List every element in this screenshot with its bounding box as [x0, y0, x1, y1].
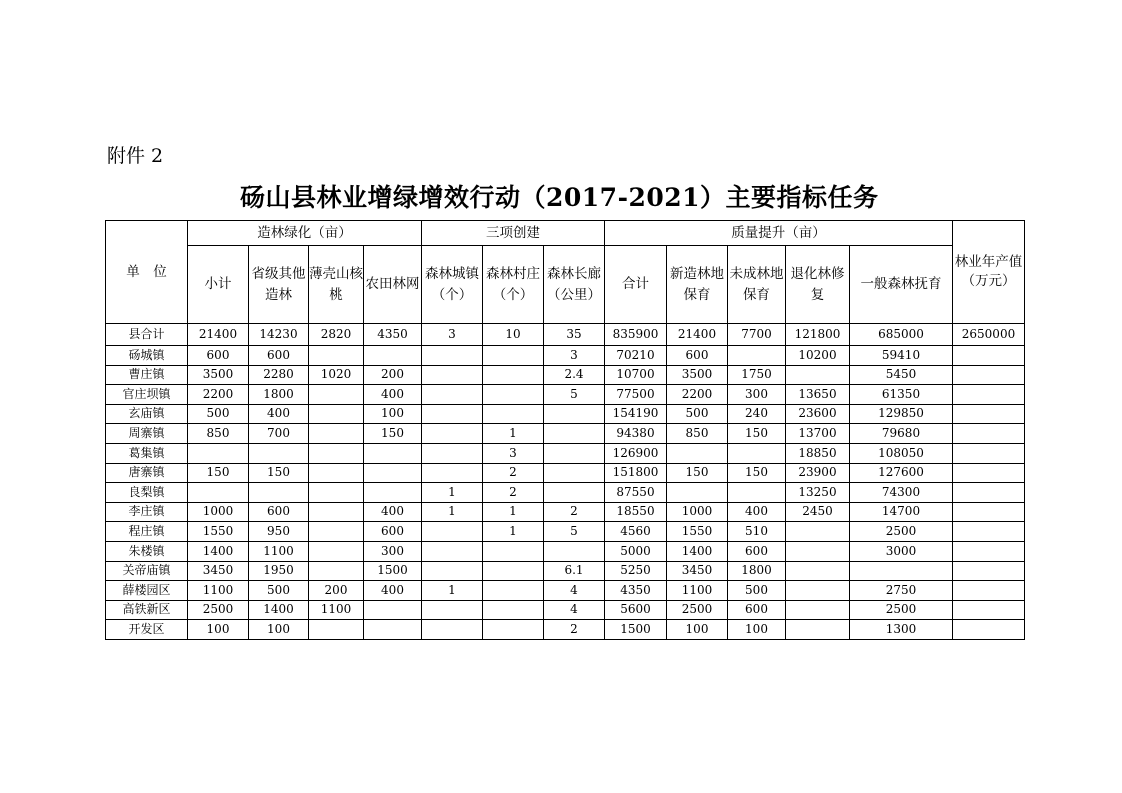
- table-cell: [953, 561, 1025, 581]
- table-cell: 600: [728, 541, 786, 561]
- table-cell: [786, 522, 850, 542]
- table-row: [106, 443, 1025, 463]
- row-unit-name: 薛楼园区: [106, 581, 188, 601]
- table-cell: 10: [483, 324, 544, 346]
- table-cell: [309, 424, 364, 444]
- table-cell: [422, 600, 483, 620]
- table-cell: 150: [249, 463, 309, 483]
- table-cell: 2500: [667, 600, 728, 620]
- table-cell: 1100: [188, 581, 249, 601]
- table-cell: 850: [188, 424, 249, 444]
- table-cell: 35: [544, 324, 605, 346]
- table-cell: 150: [728, 424, 786, 444]
- table-cell: 1: [422, 581, 483, 601]
- table-cell: 1100: [309, 600, 364, 620]
- table-cell: [309, 502, 364, 522]
- group-quality: 质量提升（亩）: [605, 221, 953, 246]
- table-cell: 4560: [605, 522, 667, 542]
- table-cell: [188, 443, 249, 463]
- table-cell: 2820: [309, 324, 364, 346]
- table-cell: 2750: [850, 581, 953, 601]
- table-row: [106, 522, 1025, 542]
- table-cell: 150: [667, 463, 728, 483]
- table-cell: 21400: [188, 324, 249, 346]
- table-cell: [544, 483, 605, 503]
- table-row: [106, 561, 1025, 581]
- table-cell: 3500: [188, 365, 249, 385]
- column-header: 薄壳山核桃: [309, 246, 364, 324]
- table-row: [106, 424, 1025, 444]
- table-cell: 400: [249, 404, 309, 424]
- table-cell: [249, 483, 309, 503]
- table-cell: 600: [188, 346, 249, 366]
- table-cell: [953, 346, 1025, 366]
- column-header: 省级其他造林: [249, 246, 309, 324]
- table-cell: [953, 522, 1025, 542]
- table-cell: [483, 385, 544, 405]
- table-cell: 13700: [786, 424, 850, 444]
- table-cell: [364, 346, 422, 366]
- table-cell: [953, 502, 1025, 522]
- table-cell: 14700: [850, 502, 953, 522]
- table-cell: [953, 600, 1025, 620]
- table-cell: [422, 561, 483, 581]
- table-cell: 5: [544, 522, 605, 542]
- table-cell: [953, 365, 1025, 385]
- table-cell: [544, 424, 605, 444]
- table-cell: 200: [309, 581, 364, 601]
- table-cell: 7700: [728, 324, 786, 346]
- indicator-table: [105, 220, 1025, 640]
- table-cell: 600: [728, 600, 786, 620]
- table-cell: 1: [483, 502, 544, 522]
- row-unit-name: 曹庄镇: [106, 365, 188, 385]
- table-cell: 154190: [605, 404, 667, 424]
- table-cell: 1550: [188, 522, 249, 542]
- row-unit-name: 葛集镇: [106, 443, 188, 463]
- table-cell: [483, 365, 544, 385]
- table-cell: [953, 385, 1025, 405]
- table-cell: 2: [483, 463, 544, 483]
- table-cell: [483, 600, 544, 620]
- table-cell: 700: [249, 424, 309, 444]
- table-cell: [728, 346, 786, 366]
- table-row: [106, 541, 1025, 561]
- column-header: 森林村庄（个）: [483, 246, 544, 324]
- table-cell: [544, 541, 605, 561]
- table-cell: 18850: [786, 443, 850, 463]
- table-cell: 70210: [605, 346, 667, 366]
- table-cell: [483, 404, 544, 424]
- table-cell: 600: [667, 346, 728, 366]
- table-cell: 1800: [728, 561, 786, 581]
- table-cell: [309, 541, 364, 561]
- table-cell: 2200: [667, 385, 728, 405]
- group-three-creations: 三项创建: [422, 221, 605, 246]
- table-cell: 79680: [850, 424, 953, 444]
- table-cell: [728, 483, 786, 503]
- row-unit-name: 朱楼镇: [106, 541, 188, 561]
- table-cell: 23900: [786, 463, 850, 483]
- table-cell: [309, 561, 364, 581]
- table-cell: [667, 483, 728, 503]
- table-cell: 21400: [667, 324, 728, 346]
- table-cell: [309, 522, 364, 542]
- table-cell: [953, 443, 1025, 463]
- row-unit-name: 官庄坝镇: [106, 385, 188, 405]
- table-cell: 1: [483, 522, 544, 542]
- table-cell: 129850: [850, 404, 953, 424]
- table-cell: 2650000: [953, 324, 1025, 346]
- row-unit-name: 开发区: [106, 620, 188, 640]
- row-unit-name: 周寨镇: [106, 424, 188, 444]
- table-cell: [953, 541, 1025, 561]
- attachment-label: 附件 2: [107, 145, 164, 167]
- table-cell: 200: [364, 365, 422, 385]
- table-cell: 150: [728, 463, 786, 483]
- table-cell: 100: [188, 620, 249, 640]
- row-unit-name: 唐寨镇: [106, 463, 188, 483]
- unit-header: 单 位: [106, 221, 188, 324]
- table-cell: 3000: [850, 541, 953, 561]
- table-cell: 3450: [667, 561, 728, 581]
- table-cell: 77500: [605, 385, 667, 405]
- table-cell: 100: [728, 620, 786, 640]
- header-row-columns: [106, 246, 1025, 324]
- table-cell: 500: [667, 404, 728, 424]
- table-cell: [422, 620, 483, 640]
- table-cell: [422, 346, 483, 366]
- table-cell: [309, 404, 364, 424]
- table-cell: [483, 561, 544, 581]
- table-cell: [953, 404, 1025, 424]
- table-cell: 300: [728, 385, 786, 405]
- table-cell: [422, 522, 483, 542]
- table-cell: 2500: [188, 600, 249, 620]
- table-cell: [483, 346, 544, 366]
- row-unit-name: 程庄镇: [106, 522, 188, 542]
- table-cell: 4: [544, 600, 605, 620]
- column-header: 森林城镇（个）: [422, 246, 483, 324]
- table-cell: 87550: [605, 483, 667, 503]
- row-unit-name: 关帝庙镇: [106, 561, 188, 581]
- table-cell: 4350: [364, 324, 422, 346]
- table-cell: [953, 463, 1025, 483]
- table-cell: [544, 443, 605, 463]
- table-cell: 400: [364, 502, 422, 522]
- table-cell: 3450: [188, 561, 249, 581]
- table-cell: [728, 443, 786, 463]
- table-cell: [786, 620, 850, 640]
- table-cell: [422, 541, 483, 561]
- table-cell: [786, 541, 850, 561]
- table-row: [106, 346, 1025, 366]
- table-cell: [544, 463, 605, 483]
- table-cell: [667, 443, 728, 463]
- table-cell: 1500: [364, 561, 422, 581]
- table-cell: [786, 600, 850, 620]
- header-row-groups: [106, 221, 1025, 246]
- table-cell: [544, 404, 605, 424]
- table-row: [106, 600, 1025, 620]
- table-cell: [309, 346, 364, 366]
- row-unit-name: 李庄镇: [106, 502, 188, 522]
- table-cell: 500: [249, 581, 309, 601]
- table-cell: 2500: [850, 522, 953, 542]
- table-cell: 1300: [850, 620, 953, 640]
- table-cell: [309, 483, 364, 503]
- table-cell: 14230: [249, 324, 309, 346]
- row-unit-name: 玄庙镇: [106, 404, 188, 424]
- table-cell: [422, 404, 483, 424]
- table-cell: [188, 483, 249, 503]
- table-cell: 1: [422, 502, 483, 522]
- table-cell: [953, 483, 1025, 503]
- table-cell: 100: [364, 404, 422, 424]
- column-header: 合计: [605, 246, 667, 324]
- table-cell: [483, 541, 544, 561]
- table-cell: [422, 385, 483, 405]
- table-cell: [364, 443, 422, 463]
- table-cell: 400: [364, 385, 422, 405]
- table-cell: 500: [728, 581, 786, 601]
- table-cell: 23600: [786, 404, 850, 424]
- table-cell: 74300: [850, 483, 953, 503]
- table-body: [106, 324, 1025, 640]
- table-cell: 1000: [188, 502, 249, 522]
- table-cell: 5600: [605, 600, 667, 620]
- table-cell: 2.4: [544, 365, 605, 385]
- table-cell: [422, 424, 483, 444]
- table-row: [106, 324, 1025, 346]
- table-cell: 500: [188, 404, 249, 424]
- table-cell: 1400: [188, 541, 249, 561]
- table-row: [106, 385, 1025, 405]
- table-cell: [309, 620, 364, 640]
- table-cell: 400: [364, 581, 422, 601]
- table-cell: [953, 620, 1025, 640]
- column-header: 小计: [188, 246, 249, 324]
- table-cell: [422, 443, 483, 463]
- table-cell: 2: [483, 483, 544, 503]
- column-header: 退化林修 复: [786, 246, 850, 324]
- table-cell: 2280: [249, 365, 309, 385]
- table-cell: 5450: [850, 365, 953, 385]
- table-cell: [850, 561, 953, 581]
- table-cell: [249, 443, 309, 463]
- table-cell: 400: [728, 502, 786, 522]
- table-cell: 685000: [850, 324, 953, 346]
- table-cell: 2450: [786, 502, 850, 522]
- table-cell: 10200: [786, 346, 850, 366]
- table-cell: 600: [249, 502, 309, 522]
- table-cell: 5000: [605, 541, 667, 561]
- table-cell: 126900: [605, 443, 667, 463]
- table-cell: 1020: [309, 365, 364, 385]
- table-cell: [422, 365, 483, 385]
- table-cell: 1100: [667, 581, 728, 601]
- column-header: 森林长廊（公里）: [544, 246, 605, 324]
- table-cell: [786, 561, 850, 581]
- table-row: [106, 502, 1025, 522]
- table-cell: [364, 463, 422, 483]
- table-cell: [953, 424, 1025, 444]
- table-cell: 13650: [786, 385, 850, 405]
- table-cell: [364, 600, 422, 620]
- table-cell: 150: [364, 424, 422, 444]
- table-cell: [483, 620, 544, 640]
- row-unit-name: 县合计: [106, 324, 188, 346]
- table-cell: 2: [544, 502, 605, 522]
- table-cell: 510: [728, 522, 786, 542]
- table-cell: 3: [422, 324, 483, 346]
- table-cell: [953, 581, 1025, 601]
- table-cell: 61350: [850, 385, 953, 405]
- table-cell: [309, 463, 364, 483]
- table-cell: 6.1: [544, 561, 605, 581]
- table-cell: 5: [544, 385, 605, 405]
- table-cell: 1500: [605, 620, 667, 640]
- table-cell: 4: [544, 581, 605, 601]
- table-cell: [364, 483, 422, 503]
- table-row: [106, 365, 1025, 385]
- group-afforestation: 造林绿化（亩）: [188, 221, 422, 246]
- table-cell: 1100: [249, 541, 309, 561]
- output-header: 林业年产值（万元）: [953, 221, 1025, 324]
- table-cell: 1750: [728, 365, 786, 385]
- row-unit-name: 高铁新区: [106, 600, 188, 620]
- table-cell: 59410: [850, 346, 953, 366]
- table-cell: [364, 620, 422, 640]
- column-header: 新造林地保育: [667, 246, 728, 324]
- row-unit-name: 砀城镇: [106, 346, 188, 366]
- table-cell: 18550: [605, 502, 667, 522]
- table-cell: 13250: [786, 483, 850, 503]
- table-cell: [422, 463, 483, 483]
- table-cell: 600: [249, 346, 309, 366]
- table-cell: 1: [483, 424, 544, 444]
- column-header: 一般森林抚育: [850, 246, 953, 324]
- table-cell: 300: [364, 541, 422, 561]
- table-cell: 2200: [188, 385, 249, 405]
- column-header: 农田林网: [364, 246, 422, 324]
- table-row: [106, 404, 1025, 424]
- table-cell: [483, 581, 544, 601]
- table-cell: 4350: [605, 581, 667, 601]
- table-cell: 240: [728, 404, 786, 424]
- table-cell: 1400: [667, 541, 728, 561]
- table-cell: 3: [544, 346, 605, 366]
- table-cell: 835900: [605, 324, 667, 346]
- column-header: 未成林地保育: [728, 246, 786, 324]
- table-cell: 1000: [667, 502, 728, 522]
- table-cell: 1550: [667, 522, 728, 542]
- table-cell: 151800: [605, 463, 667, 483]
- table-cell: 2500: [850, 600, 953, 620]
- table-cell: [786, 581, 850, 601]
- table-cell: 1950: [249, 561, 309, 581]
- table-cell: 950: [249, 522, 309, 542]
- table-cell: 121800: [786, 324, 850, 346]
- table-cell: [309, 443, 364, 463]
- table-cell: 3500: [667, 365, 728, 385]
- table-cell: 150: [188, 463, 249, 483]
- table-cell: 1800: [249, 385, 309, 405]
- table-cell: 3: [483, 443, 544, 463]
- table-cell: 2: [544, 620, 605, 640]
- table-cell: 100: [249, 620, 309, 640]
- table-cell: 5250: [605, 561, 667, 581]
- table-cell: 850: [667, 424, 728, 444]
- page-title: 砀山县林业增绿增效行动（2017-2021）主要指标任务: [240, 183, 879, 212]
- table-cell: 94380: [605, 424, 667, 444]
- table-cell: 1: [422, 483, 483, 503]
- table-cell: 600: [364, 522, 422, 542]
- table-row: [106, 620, 1025, 640]
- table-row: [106, 463, 1025, 483]
- table-cell: 10700: [605, 365, 667, 385]
- table-cell: [309, 385, 364, 405]
- table-cell: [786, 365, 850, 385]
- table-cell: 127600: [850, 463, 953, 483]
- table-row: [106, 581, 1025, 601]
- table-cell: 100: [667, 620, 728, 640]
- table-cell: 108050: [850, 443, 953, 463]
- row-unit-name: 良梨镇: [106, 483, 188, 503]
- table-row: [106, 483, 1025, 503]
- table-cell: 1400: [249, 600, 309, 620]
